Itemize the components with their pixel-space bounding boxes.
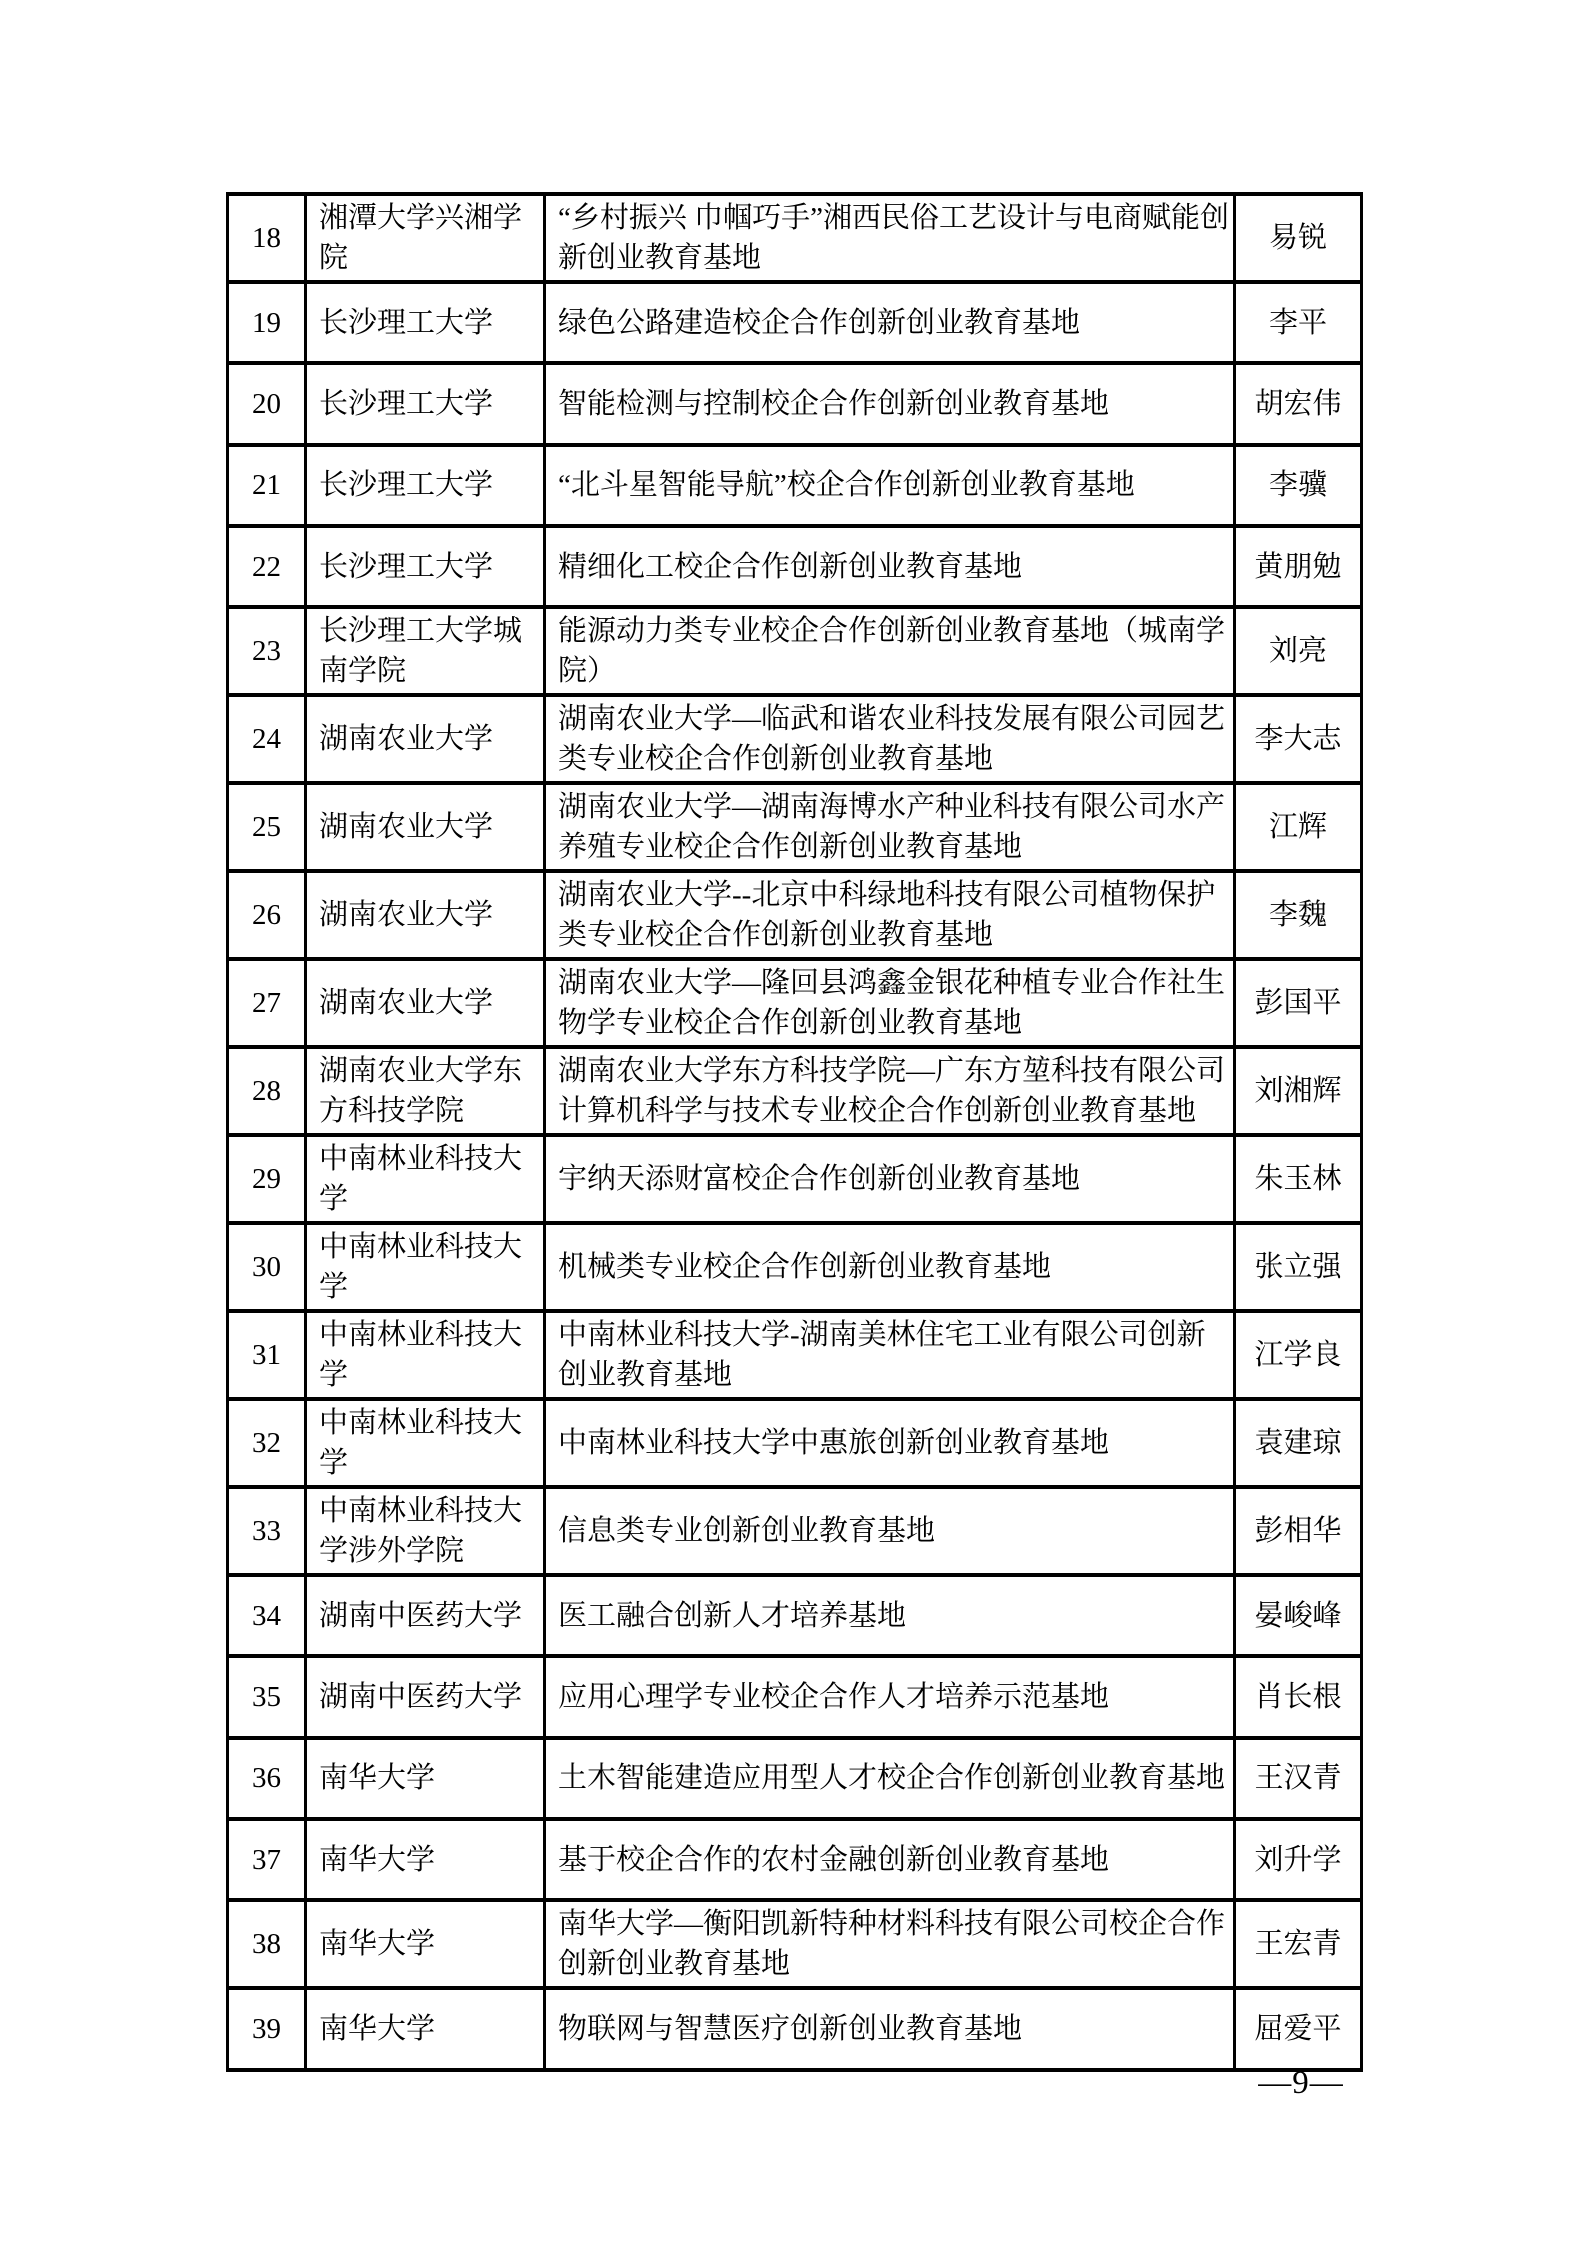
table-row [228, 1399, 1362, 1487]
row-index-cell: 23 [228, 607, 306, 695]
school-name-cell: 南华大学 [306, 1988, 545, 2069]
school-name-cell: 长沙理工大学 [306, 445, 545, 526]
base-name-cell: 湖南农业大学—临武和谐农业科技发展有限公司园艺类专业校企合作创新创业教育基地 [545, 695, 1235, 783]
person-name-cell: 李骥 [1235, 445, 1362, 526]
page-number: —9— [1258, 2065, 1344, 2101]
table-row [228, 871, 1362, 959]
row-index-cell: 38 [228, 1900, 306, 1988]
school-name-cell: 湘潭大学兴湘学院 [306, 194, 545, 282]
row-index-cell: 31 [228, 1311, 306, 1399]
row-index-cell: 32 [228, 1399, 306, 1487]
table-row [228, 1656, 1362, 1737]
base-name-cell: 智能检测与控制校企合作创新创业教育基地 [545, 363, 1235, 444]
table-row [228, 526, 1362, 607]
row-index-cell: 36 [228, 1738, 306, 1819]
school-name-cell: 湖南农业大学 [306, 695, 545, 783]
row-index-cell: 24 [228, 695, 306, 783]
person-name-cell: 刘升学 [1235, 1819, 1362, 1900]
table-row [228, 607, 1362, 695]
school-name-cell: 中南林业科技大学 [306, 1311, 545, 1399]
row-index-cell: 21 [228, 445, 306, 526]
base-name-cell: 能源动力类专业校企合作创新创业教育基地（城南学院） [545, 607, 1235, 695]
row-index-cell: 18 [228, 194, 306, 282]
table-body [228, 194, 1362, 2070]
base-name-cell: 土木智能建造应用型人才校企合作创新创业教育基地 [545, 1738, 1235, 1819]
person-name-cell: 屈爱平 [1235, 1988, 1362, 2069]
person-name-cell: 张立强 [1235, 1223, 1362, 1311]
base-name-cell: 南华大学—衡阳凯新特种材料科技有限公司校企合作创新创业教育基地 [545, 1900, 1235, 1988]
school-name-cell: 湖南农业大学东方科技学院 [306, 1047, 545, 1135]
base-name-cell: “北斗星智能导航”校企合作创新创业教育基地 [545, 445, 1235, 526]
base-name-cell: 基于校企合作的农村金融创新创业教育基地 [545, 1819, 1235, 1900]
base-name-cell: 宇纳天添财富校企合作创新创业教育基地 [545, 1135, 1235, 1223]
row-index-cell: 19 [228, 282, 306, 363]
person-name-cell: 彭相华 [1235, 1487, 1362, 1575]
base-name-cell: 湖南农业大学东方科技学院—广东方堃科技有限公司计算机科学与技术专业校企合作创新创业教育基地 [545, 1047, 1235, 1135]
school-name-cell: 长沙理工大学 [306, 363, 545, 444]
table-row [228, 282, 1362, 363]
school-name-cell: 湖南农业大学 [306, 783, 545, 871]
table-row [228, 959, 1362, 1047]
person-name-cell: 刘亮 [1235, 607, 1362, 695]
school-name-cell: 中南林业科技大学 [306, 1399, 545, 1487]
row-index-cell: 25 [228, 783, 306, 871]
base-name-cell: 医工融合创新人才培养基地 [545, 1575, 1235, 1656]
base-name-cell: 湖南农业大学—隆回县鸿鑫金银花种植专业合作社生物学专业校企合作创新创业教育基地 [545, 959, 1235, 1047]
row-index-cell: 26 [228, 871, 306, 959]
person-name-cell: 李大志 [1235, 695, 1362, 783]
school-name-cell: 湖南中医药大学 [306, 1656, 545, 1737]
person-name-cell: 江辉 [1235, 783, 1362, 871]
row-index-cell: 37 [228, 1819, 306, 1900]
person-name-cell: 易锐 [1235, 194, 1362, 282]
table-row [228, 1900, 1362, 1988]
table-row [228, 194, 1362, 282]
person-name-cell: 王汉青 [1235, 1738, 1362, 1819]
table-row [228, 1575, 1362, 1656]
person-name-cell: 李魏 [1235, 871, 1362, 959]
school-name-cell: 长沙理工大学 [306, 282, 545, 363]
base-name-cell: 湖南农业大学--北京中科绿地科技有限公司植物保护类专业校企合作创新创业教育基地 [545, 871, 1235, 959]
base-name-cell: 精细化工校企合作创新创业教育基地 [545, 526, 1235, 607]
row-index-cell: 33 [228, 1487, 306, 1575]
person-name-cell: 袁建琼 [1235, 1399, 1362, 1487]
person-name-cell: 晏峻峰 [1235, 1575, 1362, 1656]
school-name-cell: 南华大学 [306, 1738, 545, 1819]
row-index-cell: 29 [228, 1135, 306, 1223]
table-row [228, 1738, 1362, 1819]
base-name-cell: 绿色公路建造校企合作创新创业教育基地 [545, 282, 1235, 363]
person-name-cell: 刘湘辉 [1235, 1047, 1362, 1135]
person-name-cell: 肖长根 [1235, 1656, 1362, 1737]
school-name-cell: 湖南农业大学 [306, 871, 545, 959]
person-name-cell: 江学良 [1235, 1311, 1362, 1399]
table-row [228, 1135, 1362, 1223]
table-row [228, 363, 1362, 444]
person-name-cell: 胡宏伟 [1235, 363, 1362, 444]
education-bases-table [226, 192, 1363, 2072]
row-index-cell: 35 [228, 1656, 306, 1737]
row-index-cell: 34 [228, 1575, 306, 1656]
school-name-cell: 长沙理工大学 [306, 526, 545, 607]
school-name-cell: 湖南中医药大学 [306, 1575, 545, 1656]
table-row [228, 1047, 1362, 1135]
school-name-cell: 中南林业科技大学 [306, 1135, 545, 1223]
base-name-cell: 中南林业科技大学中惠旅创新创业教育基地 [545, 1399, 1235, 1487]
school-name-cell: 长沙理工大学城南学院 [306, 607, 545, 695]
base-name-cell: 湖南农业大学—湖南海博水产种业科技有限公司水产养殖专业校企合作创新创业教育基地 [545, 783, 1235, 871]
base-name-cell: 应用心理学专业校企合作人才培养示范基地 [545, 1656, 1235, 1737]
person-name-cell: 彭国平 [1235, 959, 1362, 1047]
base-name-cell: 中南林业科技大学-湖南美林住宅工业有限公司创新创业教育基地 [545, 1311, 1235, 1399]
table-row [228, 445, 1362, 526]
table-row [228, 1988, 1362, 2069]
school-name-cell: 南华大学 [306, 1819, 545, 1900]
base-name-cell: 机械类专业校企合作创新创业教育基地 [545, 1223, 1235, 1311]
table-row [228, 783, 1362, 871]
table-row [228, 695, 1362, 783]
school-name-cell: 中南林业科技大学 [306, 1223, 545, 1311]
table-row [228, 1311, 1362, 1399]
row-index-cell: 27 [228, 959, 306, 1047]
row-index-cell: 28 [228, 1047, 306, 1135]
person-name-cell: 朱玉林 [1235, 1135, 1362, 1223]
row-index-cell: 20 [228, 363, 306, 444]
row-index-cell: 30 [228, 1223, 306, 1311]
school-name-cell: 中南林业科技大学涉外学院 [306, 1487, 545, 1575]
person-name-cell: 黄朋勉 [1235, 526, 1362, 607]
table-row [228, 1487, 1362, 1575]
row-index-cell: 39 [228, 1988, 306, 2069]
base-name-cell: 信息类专业创新创业教育基地 [545, 1487, 1235, 1575]
base-name-cell: “乡村振兴 巾帼巧手”湘西民俗工艺设计与电商赋能创新创业教育基地 [545, 194, 1235, 282]
person-name-cell: 王宏青 [1235, 1900, 1362, 1988]
school-name-cell: 湖南农业大学 [306, 959, 545, 1047]
table-row [228, 1223, 1362, 1311]
row-index-cell: 22 [228, 526, 306, 607]
person-name-cell: 李平 [1235, 282, 1362, 363]
table-row [228, 1819, 1362, 1900]
base-name-cell: 物联网与智慧医疗创新创业教育基地 [545, 1988, 1235, 2069]
school-name-cell: 南华大学 [306, 1900, 545, 1988]
